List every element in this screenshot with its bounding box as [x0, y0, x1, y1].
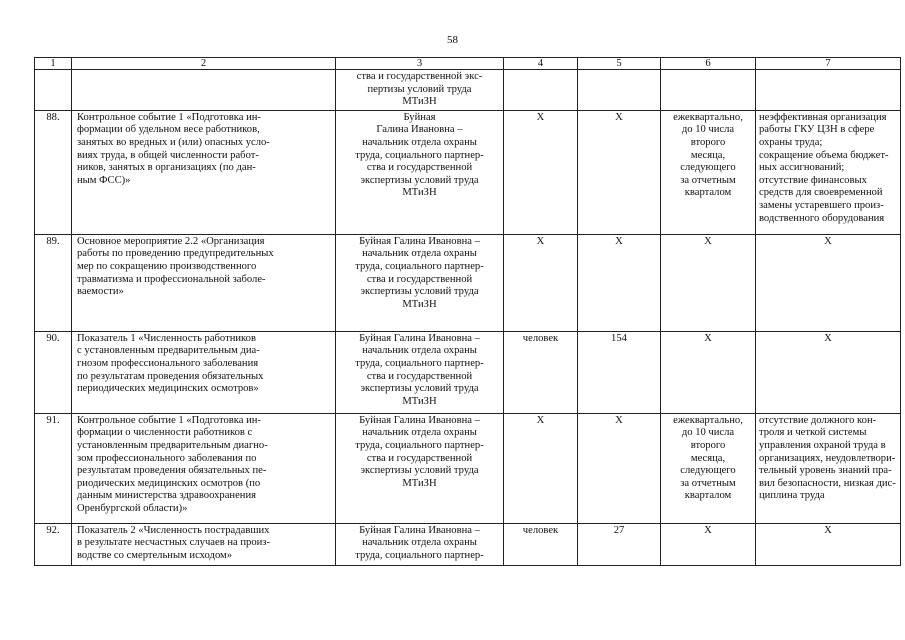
row-unit: человек: [504, 331, 578, 413]
table-header-row: [35, 58, 901, 70]
row-responsible: Буйная Галина Ивановна – начальник отдела охраны труда, социального партнер- ства и государственной экспертизы условий труда МТиЗН: [336, 331, 504, 413]
row-unit: X: [504, 234, 578, 331]
row-risk: отсутствие должного кон- троля и четкой системы управления охраной труда в организациях, неудовлетвори- тельный уровень знаний пра- вил безопасности, низкая дис- циплина труда: [756, 413, 901, 523]
row-value: X: [578, 413, 661, 523]
row-name: Контрольное событие 1 «Подготовка ин- формации об удельном весе работников, занятых во вредных и (или) опасных усло- виях труда, в общей численности работ- ников, занятых в организациях (по дан- ным ФСС)»: [72, 110, 336, 234]
header-cell: 2: [72, 58, 336, 70]
row-risk: X: [756, 523, 901, 565]
row-name: Контрольное событие 1 «Подготовка ин- формации о численности работников с установленным предварительным диагно- зом профессионального заболевания по результатам проведения обязательных пе- риодических медицинских осмотров (по данным министерства здравоохранения Оренбургской области)»: [72, 413, 336, 523]
row-number: 88.: [35, 110, 72, 234]
row-name: [72, 70, 336, 111]
header-cell: 5: [578, 58, 661, 70]
row-unit: X: [504, 110, 578, 234]
row-responsible: Буйная Галина Ивановна – начальник отдела охраны труда, социального партнер- ства и государственной экспертизы условий труда МТиЗН: [336, 413, 504, 523]
row-name: Показатель 2 «Численность пострадавших в результате несчастных случаев на произ- водстве со смертельным исходом»: [72, 523, 336, 565]
row-responsible: Буйная Галина Ивановна – начальник отдела охраны труда, социального партнер-: [336, 523, 504, 565]
row-name: Основное мероприятие 2.2 «Организация работы по проведению предупредительных мер по сокращению производственного травматизма и профессиональной заболе- ваемости»: [72, 234, 336, 331]
header-cell: 6: [661, 58, 756, 70]
page-number: 58: [447, 34, 458, 46]
row-value: X: [578, 110, 661, 234]
row-term: X: [661, 331, 756, 413]
table-row: [35, 413, 901, 523]
row-number: 90.: [35, 331, 72, 413]
header-cell: 7: [756, 58, 901, 70]
row-value: [578, 70, 661, 111]
row-value: 154: [578, 331, 661, 413]
row-risk: X: [756, 331, 901, 413]
row-number: [35, 70, 72, 111]
row-responsible: Буйная Галина Ивановна – начальник отдела охраны труда, социального партнер- ства и государственной экспертизы условий труда МТиЗН: [336, 110, 504, 234]
row-term: ежеквартально, до 10 числа второго месяца, следующего за отчетным кварталом: [661, 413, 756, 523]
row-value: X: [578, 234, 661, 331]
row-number: 91.: [35, 413, 72, 523]
row-unit: [504, 70, 578, 111]
table-row: [35, 523, 901, 565]
table-row: [35, 70, 901, 111]
row-risk: X: [756, 234, 901, 331]
row-number: 89.: [35, 234, 72, 331]
header-cell: 3: [336, 58, 504, 70]
row-responsible: ства и государственной экс- пертизы условий труда МТиЗН: [336, 70, 504, 111]
header-cell: 1: [35, 58, 72, 70]
header-cell: 4: [504, 58, 578, 70]
row-term: ежеквартально, до 10 числа второго месяца, следующего за отчетным кварталом: [661, 110, 756, 234]
table-row: [35, 110, 901, 234]
row-value: 27: [578, 523, 661, 565]
program-table: [34, 57, 901, 566]
row-number: 92.: [35, 523, 72, 565]
row-unit: человек: [504, 523, 578, 565]
row-unit: X: [504, 413, 578, 523]
row-risk: неэффективная организация работы ГКУ ЦЗН в сфере охраны труда; сокращение объема бюджет- ных ассигнований; отсутствие финансовых средств для своевременной замены устаревшего произ- водственного оборудования: [756, 110, 901, 234]
table-row: [35, 331, 901, 413]
row-risk: [756, 70, 901, 111]
row-responsible: Буйная Галина Ивановна – начальник отдела охраны труда, социального партнер- ства и государственной экспертизы условий труда МТиЗН: [336, 234, 504, 331]
row-term: [661, 70, 756, 111]
row-name: Показатель 1 «Численность работников с установленным предварительным диа- гнозом профессионального заболевания по результатам проведения обязательных периодических медицинских осмотров»: [72, 331, 336, 413]
table-row: [35, 234, 901, 331]
row-term: X: [661, 234, 756, 331]
row-term: X: [661, 523, 756, 565]
